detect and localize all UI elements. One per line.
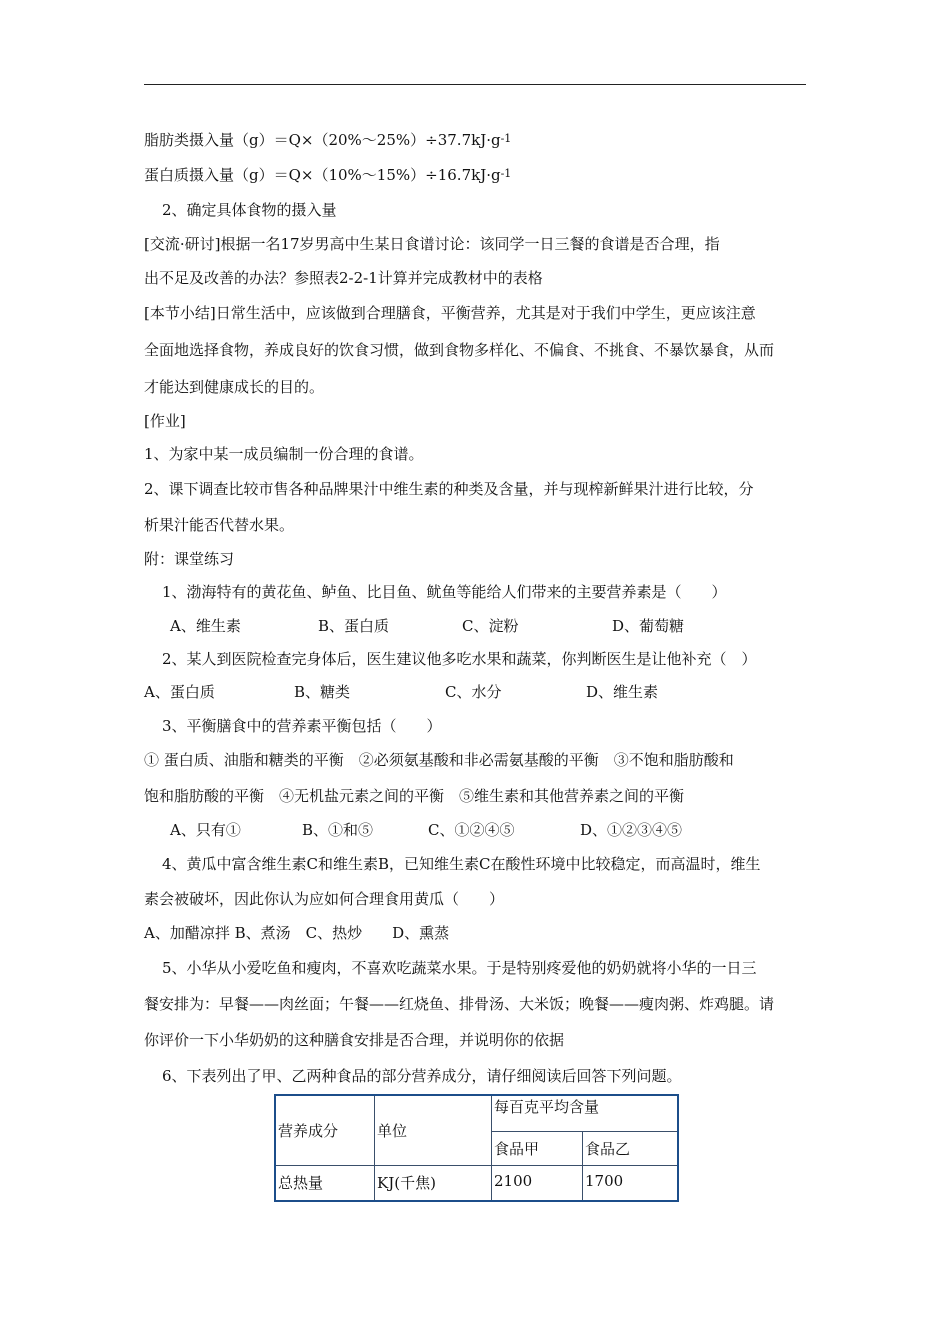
q2-option-c: C、水分 bbox=[445, 683, 502, 701]
appendix-title: 附：课堂练习 bbox=[144, 550, 235, 568]
homework-item-2: 2、课下调查比较市售各种品牌果汁中维生素的种类及含量，并与现榨新鲜果汁进行比较，分 bbox=[144, 480, 754, 498]
q3-statements-line-1: ① 蛋白质、油脂和糖类的平衡 ②必须氨基酸和非必需氨基酸的平衡 ③不饱和脂肪酸和 bbox=[144, 751, 734, 769]
question-4-line-2: 素会被破坏，因此你认为应如何合理食用黄瓜（ ） bbox=[144, 890, 505, 908]
header-food-b: 食品乙 bbox=[583, 1131, 679, 1165]
row-value-a: 2100 bbox=[492, 1165, 583, 1201]
header-unit: 单位 bbox=[375, 1095, 492, 1165]
header-food-a: 食品甲 bbox=[492, 1131, 583, 1165]
q2-option-d: D、维生素 bbox=[586, 683, 659, 701]
homework-item-1: 1、为家中某一成员编制一份合理的食谱。 bbox=[144, 445, 424, 463]
question-5-line-3: 你评价一下小华奶奶的这种膳食安排是否合理，并说明你的依据 bbox=[144, 1031, 565, 1049]
question-3: 3、平衡膳食中的营养素平衡包括（ ） bbox=[162, 717, 442, 735]
protein-formula: 蛋白质摄入量$(g)=Q\times(10\%\sim 15\%)\div 16.7kJ\cdot g^{-1}$ bbox=[144, 166, 512, 184]
q3-option-b: B、①和⑤ bbox=[302, 821, 374, 839]
question-6: 6、下表列出了甲、乙两种食品的部分营养成分，请仔细阅读后回答下列问题。 bbox=[162, 1067, 682, 1085]
question-4-line-1: 4、黄瓜中富含维生素C和维生素B，已知维生素C在酸性环境中比较稳定，而高温时，维生 bbox=[162, 855, 761, 873]
row-value-b: 1700 bbox=[583, 1165, 679, 1201]
q1-option-b: B、蛋白质 bbox=[318, 617, 390, 635]
q3-statements-line-2: 饱和脂肪酸的平衡 ④无机盐元素之间的平衡 ⑤维生素和其他营养素之间的平衡 bbox=[144, 787, 685, 805]
header-average-content: 每百克平均含量 bbox=[492, 1095, 679, 1131]
homework-item-3: 析果汁能否代替水果。 bbox=[144, 516, 295, 534]
question-2: 2、某人到医院检查完身体后，医生建议他多吃水果和蔬菜，你判断医生是让他补充（ ） bbox=[162, 650, 757, 668]
question-5-line-1: 5、小华从小爱吃鱼和瘦肉，不喜欢吃蔬菜水果。于是特别疼爱他的奶奶就将小华的一日三 bbox=[162, 959, 757, 977]
discussion-line-1: [交流·研讨]根据一名17岁男高中生某日食谱讨论：该同学一日三餐的食谱是否合理，指 bbox=[144, 235, 720, 253]
header-nutrient: 营养成分 bbox=[275, 1095, 375, 1165]
q3-option-d: D、①②③④⑤ bbox=[580, 821, 683, 839]
step-2: 2、确定具体食物的摄入量 bbox=[162, 201, 337, 219]
q4-options: A、加醋凉拌 B、煮汤 C、热炒 D、熏蒸 bbox=[144, 924, 450, 942]
fat-formula: 脂肪类摄入量$(g)=Q\times(20\%\sim 25\%)\div 37.7kJ\cdot g^{-1}$ bbox=[144, 131, 512, 149]
question-1: 1、渤海特有的黄花鱼、鲈鱼、比目鱼、鱿鱼等能给人们带来的主要营养素是（ ） bbox=[162, 583, 727, 601]
summary-line-2: 全面地选择食物，养成良好的饮食习惯，做到食物多样化、不偏食、不挑食、不暴饮暴食，从而 bbox=[144, 341, 775, 359]
q3-option-c: C、①②④⑤ bbox=[428, 821, 515, 839]
q2-option-b: B、糖类 bbox=[294, 683, 351, 701]
summary-line-1: [本节小结]日常生活中，应该做到合理膳食，平衡营养，尤其是对于我们中学生，更应该注意 bbox=[144, 304, 756, 322]
nutrition-table bbox=[274, 1094, 679, 1202]
q1-option-a: A、维生素 bbox=[170, 617, 241, 635]
q3-option-a: A、只有① bbox=[170, 821, 241, 839]
q2-option-a: A、蛋白质 bbox=[144, 683, 215, 701]
header-rule bbox=[144, 84, 806, 85]
summary-line-3: 才能达到健康成长的目的。 bbox=[144, 378, 325, 396]
q1-option-d: D、葡萄糖 bbox=[612, 617, 685, 635]
homework-title: [作业] bbox=[144, 412, 186, 430]
question-5-line-2: 餐安排为：早餐——肉丝面；午餐——红烧鱼、排骨汤、大米饭；晚餐——瘦肉粥、炸鸡腿。请 bbox=[144, 995, 775, 1013]
table-row bbox=[275, 1165, 678, 1201]
q1-option-c: C、淀粉 bbox=[462, 617, 519, 635]
table-header-row bbox=[275, 1095, 678, 1131]
discussion-line-2: 出不足及改善的办法？参照表2-2-1计算并完成教材中的表格 bbox=[144, 269, 543, 287]
row-nutrient-name: 总热量 bbox=[275, 1165, 375, 1201]
row-unit: KJ(千焦) bbox=[375, 1165, 492, 1201]
